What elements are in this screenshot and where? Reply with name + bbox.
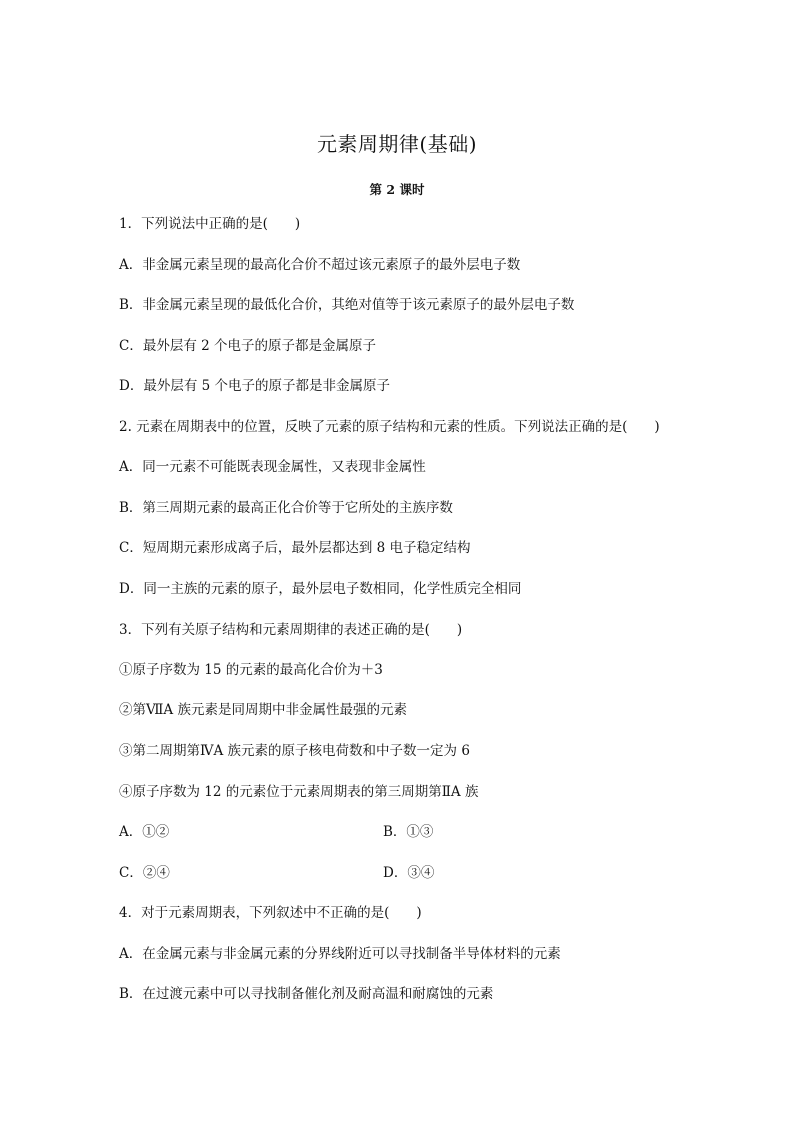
question-4-option-b: B．在过渡元素中可以寻找制备催化剂及耐高温和耐腐蚀的元素: [119, 986, 494, 1002]
question-2-option-b: B．第三周期元素的最高正化合价等于它所处的主族序数: [119, 500, 453, 516]
question-3-option-c: C．②④: [119, 865, 170, 881]
question-4-stem: 4．对于元素周期表，下列叙述中不正确的是( ): [119, 905, 422, 921]
lesson-subtitle: 第 2 课时: [369, 182, 425, 197]
page-title: 元素周期律(基础): [316, 132, 478, 156]
question-3-option-b: B．①③: [383, 824, 434, 840]
question-1-option-a: A．非金属元素呈现的最高化合价不超过该元素原子的最外层电子数: [119, 257, 521, 273]
question-3-option-a: A．①②: [119, 824, 170, 840]
question-3-statement-4: ④原子序数为 12 的元素位于元素周期表的第三周期第ⅡA 族: [119, 784, 479, 800]
question-2-option-d: D．同一主族的元素的原子，最外层电子数相同，化学性质完全相同: [119, 581, 522, 597]
question-3-statement-3: ③第二周期第ⅣA 族元素的原子核电荷数和中子数一定为 6: [119, 743, 470, 759]
question-3-stem: 3．下列有关原子结构和元素周期律的表述正确的是( ): [119, 622, 463, 638]
question-2-stem: 2. 元素在周期表中的位置，反映了元素的原子结构和元素的性质。下列说法正确的是( ): [119, 419, 660, 435]
question-4-option-a: A．在金属元素与非金属元素的分界线附近可以寻找制备半导体材料的元素: [119, 946, 561, 962]
question-3-option-d: D．③④: [383, 865, 435, 881]
question-3-statement-1: ①原子序数为 15 的元素的最高化合价为＋3: [119, 662, 383, 678]
question-3-statement-2: ②第ⅦA 族元素是同周期中非金属性最强的元素: [119, 702, 407, 718]
question-2-option-a: A．同一元素不可能既表现金属性，又表现非金属性: [119, 459, 426, 475]
question-1-option-c: C．最外层有 2 个电子的原子都是金属原子: [119, 338, 377, 354]
question-1-stem: 1．下列说法中正确的是( ): [119, 216, 301, 232]
question-1-option-d: D．最外层有 5 个电子的原子都是非金属原子: [119, 378, 390, 394]
question-2-option-c: C．短周期元素形成离子后，最外层都达到 8 电子稳定结构: [119, 540, 471, 556]
question-1-option-b: B．非金属元素呈现的最低化合价，其绝对值等于该元素原子的最外层电子数: [119, 297, 575, 313]
